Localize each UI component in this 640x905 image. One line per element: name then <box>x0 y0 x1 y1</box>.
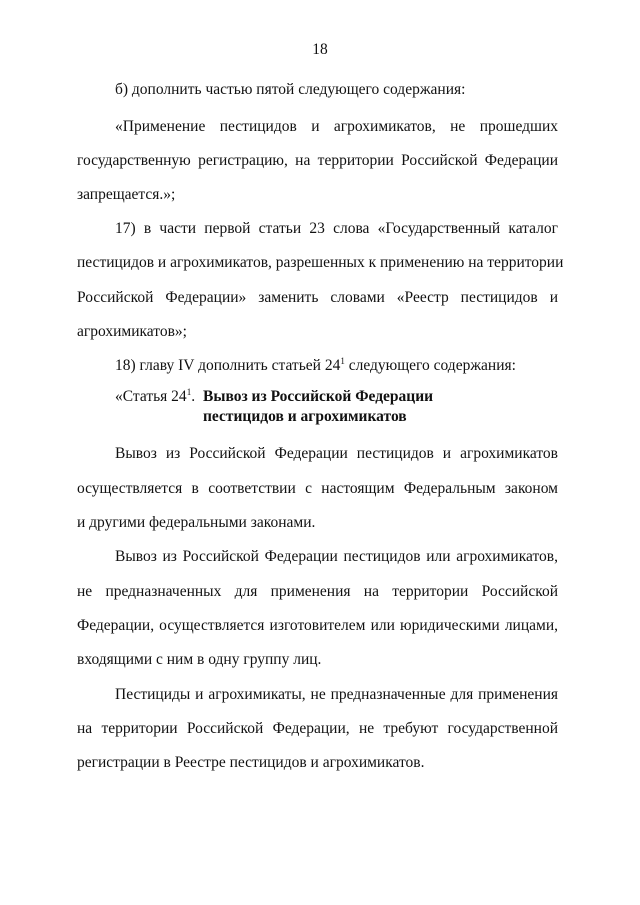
paragraph-3-line-1: Пестициды и агрохимикаты, не предназначенные для применения <box>115 686 558 703</box>
page-number: 18 <box>312 41 328 58</box>
article-label-suffix: . <box>191 388 196 405</box>
item-17-line-3: Российской Федерации» заменить словами «Реестр пестицидов и <box>77 289 558 306</box>
article-label-sup: 1 <box>186 387 192 397</box>
paragraph-1-line-2: осуществляется в соответствии с настоящим Федеральным законом <box>77 480 558 497</box>
article-title-line-2: пестицидов и агрохимикатов <box>203 408 407 425</box>
item-17-line-1: 17) в части первой статьи 23 слова «Государственный каталог <box>115 220 558 237</box>
item-17-line-2: пестицидов и агрохимикатов, разрешенных к применению на территории <box>77 254 564 271</box>
paragraph-2-line-3: Федерации, осуществляется изготовителем или юридическими лицами, <box>77 617 558 634</box>
paragraph-2-line-1: Вывоз из Российской Федерации пестицидов или агрохимикатов, <box>115 548 558 565</box>
paragraph-1-line-3: и другими федеральными законами. <box>77 514 316 531</box>
paragraph-3-line-2: на территории Российской Федерации, не требуют государственной <box>77 720 558 737</box>
item-18-before: 18) главу IV дополнить статьей 24 <box>115 357 341 374</box>
quote-line-2: государственную регистрацию, на территории Российской Федерации <box>77 152 558 169</box>
item-17-line-4: агрохимикатов»; <box>77 323 187 340</box>
paragraph-2-line-4: входящими с ним в одну группу лиц. <box>77 651 322 668</box>
article-title-line-1: Вывоз из Российской Федерации <box>203 388 434 405</box>
article-label-prefix: «Статья 24 <box>115 388 187 405</box>
article-title <box>203 387 433 427</box>
para-b: б) дополнить частью пятой следующего содержания: <box>115 81 466 98</box>
paragraph-3-line-3: регистрации в Реестре пестицидов и агрохимикатов. <box>77 754 425 771</box>
quote-line-3: запрещается.»; <box>77 186 176 203</box>
article-label <box>115 387 195 407</box>
paragraph-2-line-2: не предназначенных для применения на территории Российской <box>77 583 558 600</box>
quote-line-1: «Применение пестицидов и агрохимикатов, не прошедших <box>115 118 558 135</box>
item-18-after: следующего содержания: <box>344 357 516 374</box>
item-18 <box>115 356 558 376</box>
paragraph-1-line-1: Вывоз из Российской Федерации пестицидов и агрохимикатов <box>115 445 558 462</box>
item-18-sup: 1 <box>340 356 345 366</box>
